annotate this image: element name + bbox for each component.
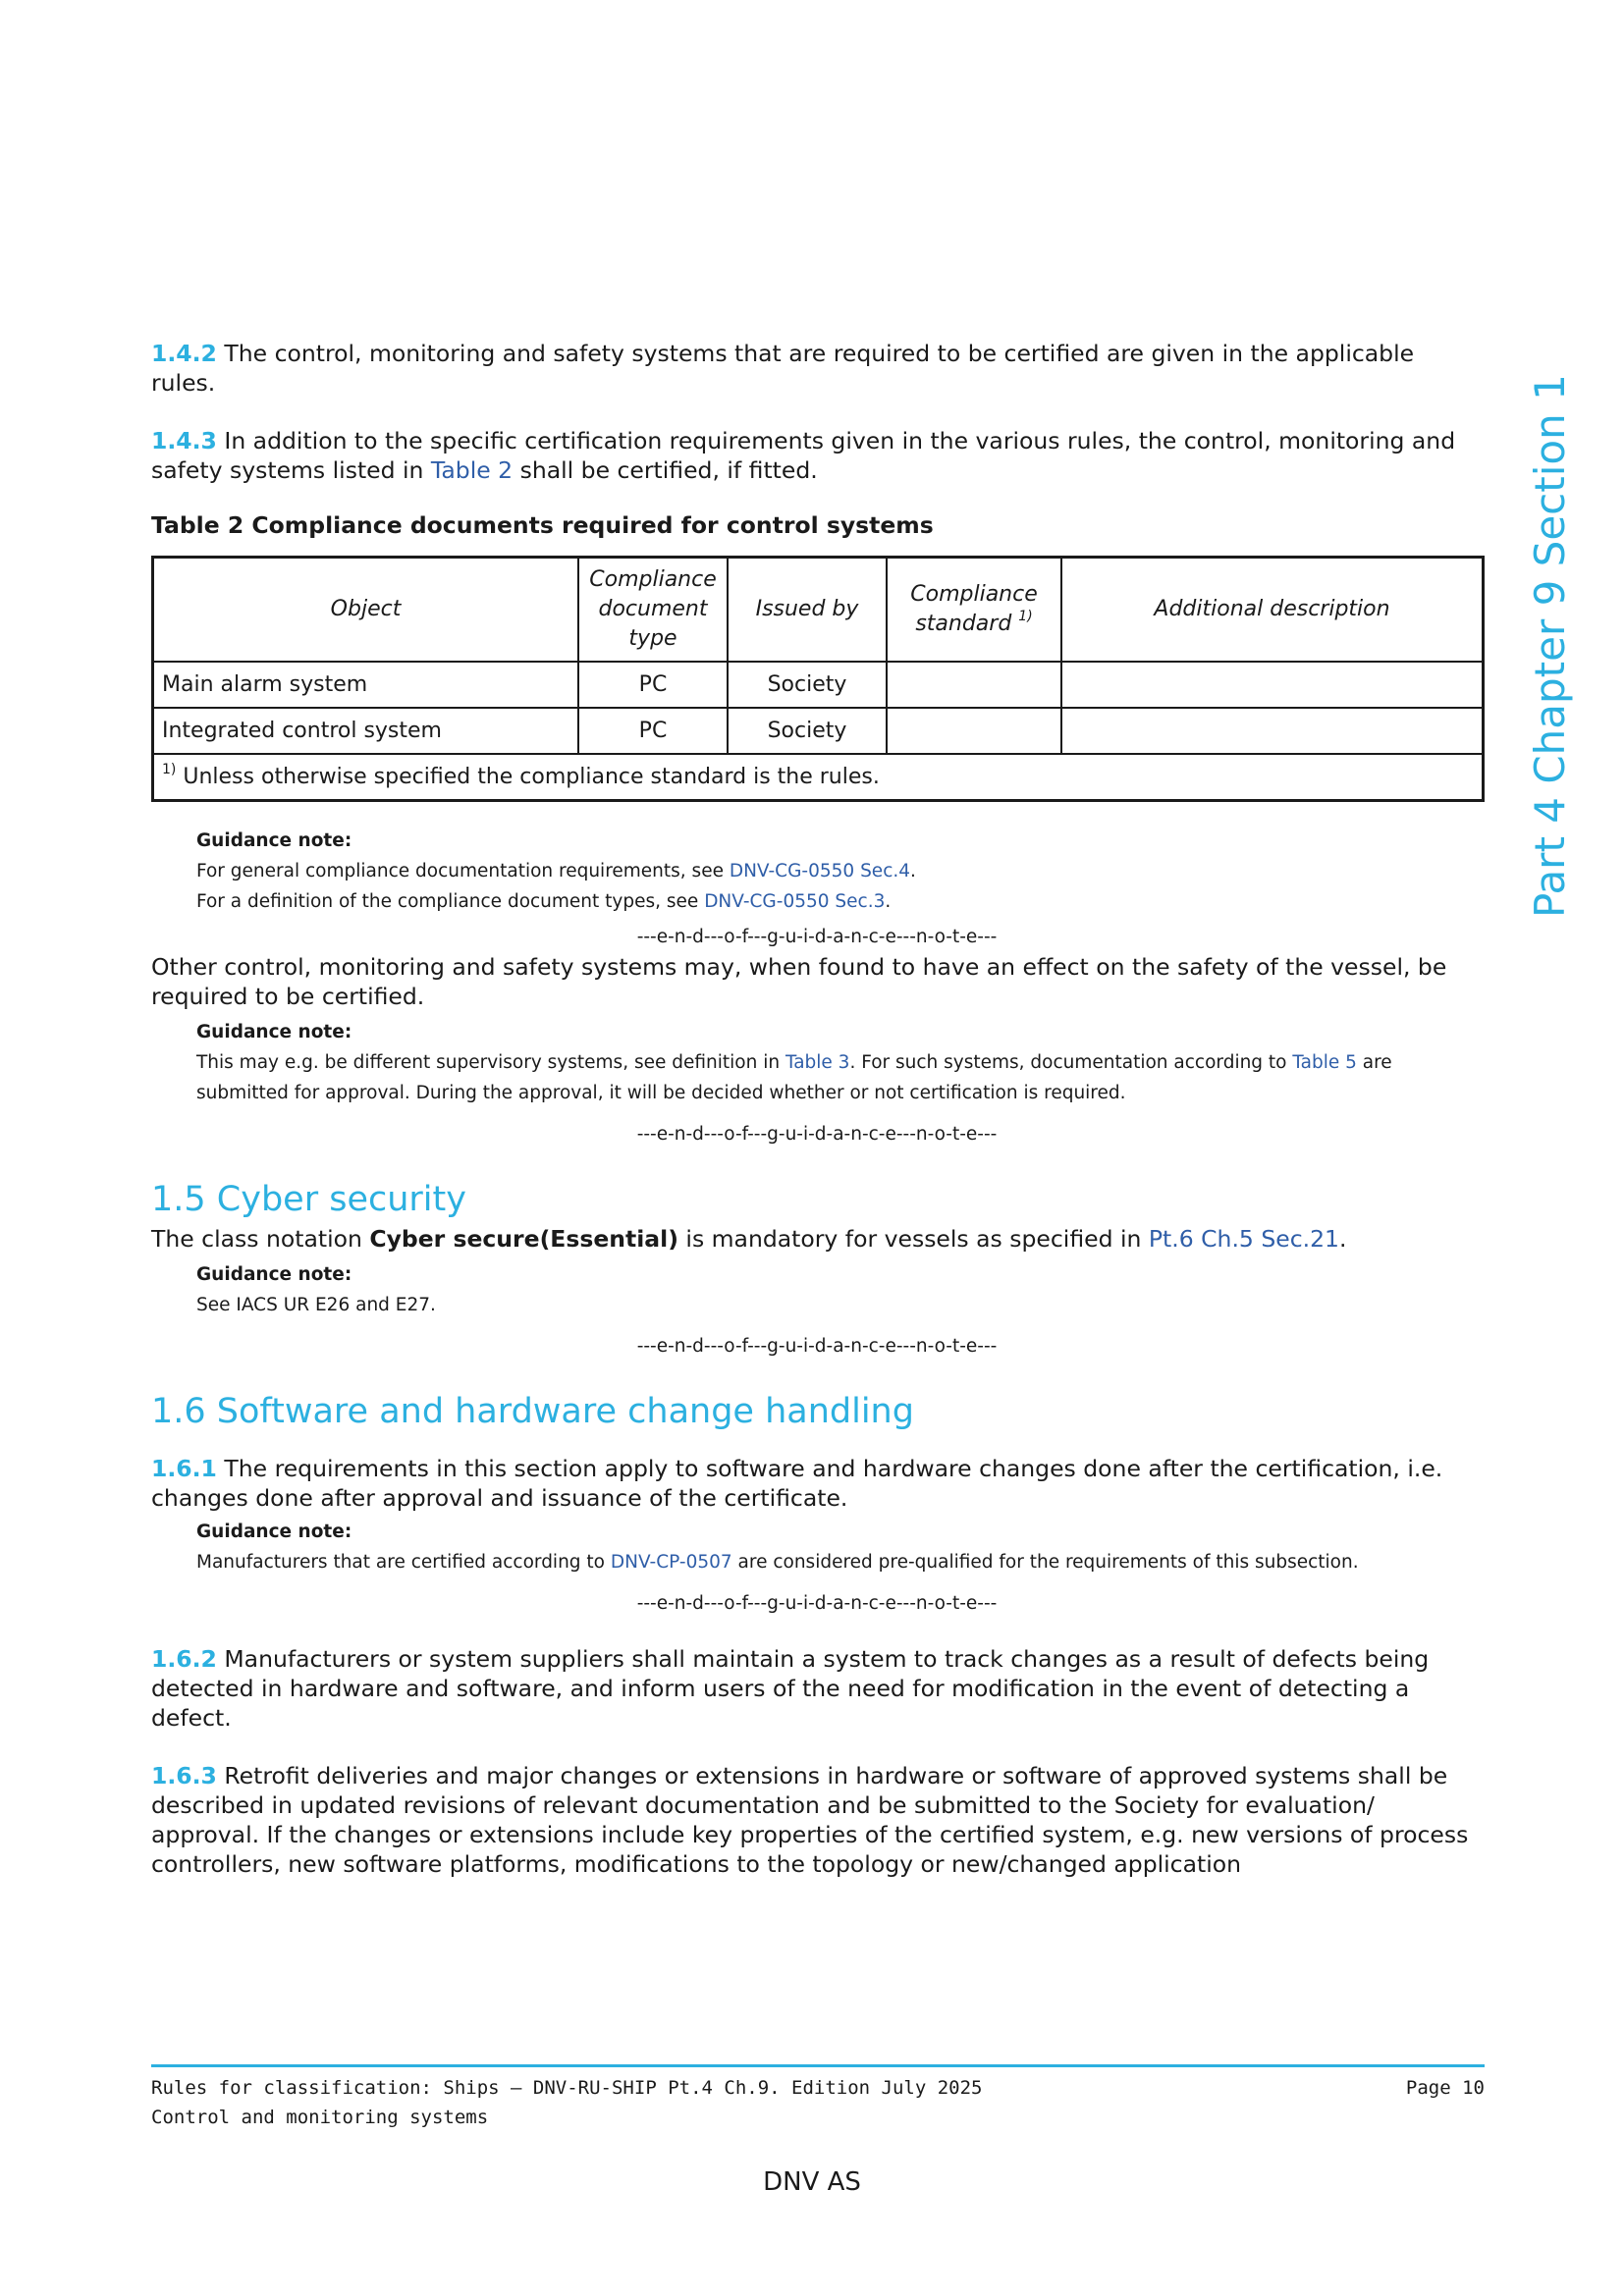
guidance-title: Guidance note: (196, 1522, 352, 1542)
paragraph-other-systems: Other control, monitoring and safety systems may, when found to have an effect on the safety of the vessel, be required to be certified. (151, 953, 1447, 1010)
guidance-end-marker: ---e-n-d---o-f---g-u-i-d-a-n-c-e---n-o-t-e--- (636, 1593, 998, 1614)
clause-text: Manufacturers or system suppliers shall maintain a system to track changes as a result of defects being detected in hardware and software, and inform users of the need for modification in the event of detecting a defect. (151, 1645, 1430, 1732)
table-footnote-row (153, 754, 1484, 801)
guidance-text: For a definition of the compliance document types, see (196, 891, 705, 912)
paragraph-1-6-1 (151, 1454, 1483, 1513)
guidance-title: Guidance note: (196, 830, 352, 851)
guidance-line (196, 886, 1483, 917)
cell-additional (1061, 662, 1484, 708)
dnv-cg-0550-sec4-link[interactable]: DNV-CG-0550 Sec.4 (729, 861, 911, 881)
footnote-marker: 1) (162, 762, 177, 777)
header-standard (887, 558, 1061, 663)
guidance-text: . (885, 891, 892, 912)
page-footer (151, 2073, 1485, 2132)
paragraph-text: . (1339, 1225, 1347, 1253)
cell-standard (887, 662, 1061, 708)
paragraph-text: is mandatory for vessels as specified in (677, 1225, 1149, 1253)
guidance-text: This may e.g. be different supervisory systems, see definition in (196, 1052, 785, 1073)
header-issued-by: Issued by (728, 558, 887, 663)
guidance-line (196, 1547, 1483, 1577)
guidance-text: are submitted for approval. During the approval, it will be decided whether or not certification is required. (196, 1052, 1392, 1103)
cell-object: Integrated control system (153, 708, 579, 754)
clause-text: Retrofit deliveries and major changes or extensions in hardware or software of approved systems shall be described in updated revisions of relevant documentation and be submitted to the Society for evaluation/ approval. If the changes or extensions include key properties of the certified system, e.g. new versions of process controllers, new software platforms, modifications to the topology or new/changed application (151, 1762, 1469, 1878)
footer-divider (151, 2064, 1485, 2067)
guidance-line (196, 856, 1483, 886)
clause-number: 1.4.2 (151, 340, 217, 367)
guidance-text: . (910, 861, 916, 881)
guidance-text: are considered pre-qualified for the requirements of this subsection. (731, 1552, 1359, 1573)
cell-issued-by: Society (728, 662, 887, 708)
footer-document-title: Rules for classification: Ships — DNV-RU-SHIP Pt.4 Ch.9. Edition July 2025 (151, 2077, 983, 2099)
guidance-end-marker: ---e-n-d---o-f---g-u-i-d-a-n-c-e---n-o-t-e--- (636, 1336, 998, 1357)
section-heading-1-6: 1.6 Software and hardware change handling (151, 1392, 914, 1431)
paragraph-text: The class notation (151, 1225, 370, 1253)
dnv-cp-0507-link[interactable]: DNV-CP-0507 (610, 1552, 732, 1573)
pt6-ch5-sec21-link[interactable]: Pt.6 Ch.5 Sec.21 (1148, 1225, 1339, 1253)
clause-text: The control, monitoring and safety systems that are required to be certified are given in the applicable rules. (151, 340, 1415, 397)
guidance-text: . For such systems, documentation according to (849, 1052, 1293, 1073)
guidance-text: Manufacturers that are certified according to (196, 1552, 611, 1573)
table-header-row (153, 558, 1484, 663)
dnv-cg-0550-sec3-link[interactable]: DNV-CG-0550 Sec.3 (704, 891, 886, 912)
footer-document-subtitle: Control and monitoring systems (151, 2107, 489, 2128)
guidance-end-marker: ---e-n-d---o-f---g-u-i-d-a-n-c-e---n-o-t-e--- (636, 1124, 998, 1145)
section-heading-1-5: 1.5 Cyber security (151, 1180, 466, 1219)
header-doc-type: Compliance document type (578, 558, 728, 663)
publisher-name: DNV AS (763, 2167, 861, 2197)
table-5-link[interactable]: Table 5 (1292, 1052, 1357, 1073)
paragraph-1-4-3 (151, 426, 1483, 485)
footnote-text: Unless otherwise specified the compliance standard is the rules. (176, 765, 880, 789)
header-object: Object (153, 558, 579, 663)
guidance-note (196, 1017, 1483, 1108)
section-side-title: Part 4 Chapter 9 Section 1 (1526, 374, 1574, 918)
class-notation: Cyber secure(Essential) (369, 1225, 678, 1253)
paragraph-1-6-2 (151, 1644, 1483, 1733)
guidance-note (196, 826, 1483, 917)
guidance-line (196, 1047, 1483, 1108)
table-caption: Table 2 Compliance documents required for control systems (151, 511, 934, 539)
cell-issued-by: Society (728, 708, 887, 754)
clause-text: The requirements in this section apply to software and hardware changes done after the certification, i.e. changes done after approval and issuance of the certificate. (151, 1455, 1443, 1512)
header-additional: Additional description (1061, 558, 1484, 663)
clause-number: 1.4.3 (151, 427, 217, 454)
guidance-note (196, 1517, 1483, 1577)
footnote-marker: 1) (1018, 609, 1033, 624)
cell-additional (1061, 708, 1484, 754)
page-content (151, 339, 1483, 1879)
paragraph-1-6-3 (151, 1761, 1483, 1879)
clause-number: 1.6.2 (151, 1645, 217, 1673)
guidance-text: See IACS UR E26 and E27. (196, 1295, 436, 1315)
guidance-title: Guidance note: (196, 1022, 352, 1042)
cell-doc-type: PC (578, 662, 728, 708)
table-2-link[interactable]: Table 2 (430, 456, 514, 484)
cell-standard (887, 708, 1061, 754)
paragraph-1-4-2 (151, 339, 1483, 398)
table-footnote (153, 754, 1484, 801)
cell-doc-type: PC (578, 708, 728, 754)
guidance-title: Guidance note: (196, 1264, 352, 1285)
table-3-link[interactable]: Table 3 (785, 1052, 850, 1073)
guidance-note (196, 1259, 1483, 1320)
paragraph-cyber-security (151, 1224, 1483, 1254)
guidance-end-marker: ---e-n-d---o-f---g-u-i-d-a-n-c-e---n-o-t-e--- (636, 927, 998, 947)
table-row (153, 662, 1484, 708)
guidance-text: For general compliance documentation requirements, see (196, 861, 730, 881)
header-standard-label: Compliance standard (910, 582, 1038, 636)
compliance-table (151, 556, 1485, 802)
cell-object: Main alarm system (153, 662, 579, 708)
table-row (153, 708, 1484, 754)
clause-number: 1.6.1 (151, 1455, 217, 1482)
clause-number: 1.6.3 (151, 1762, 217, 1789)
page-number: Page 10 (1405, 2077, 1485, 2099)
clause-text: In addition to the specific certification requirements given in the various rules, the control, monitoring and safety systems listed in (151, 427, 1456, 484)
clause-text: shall be certified, if fitted. (513, 456, 818, 484)
